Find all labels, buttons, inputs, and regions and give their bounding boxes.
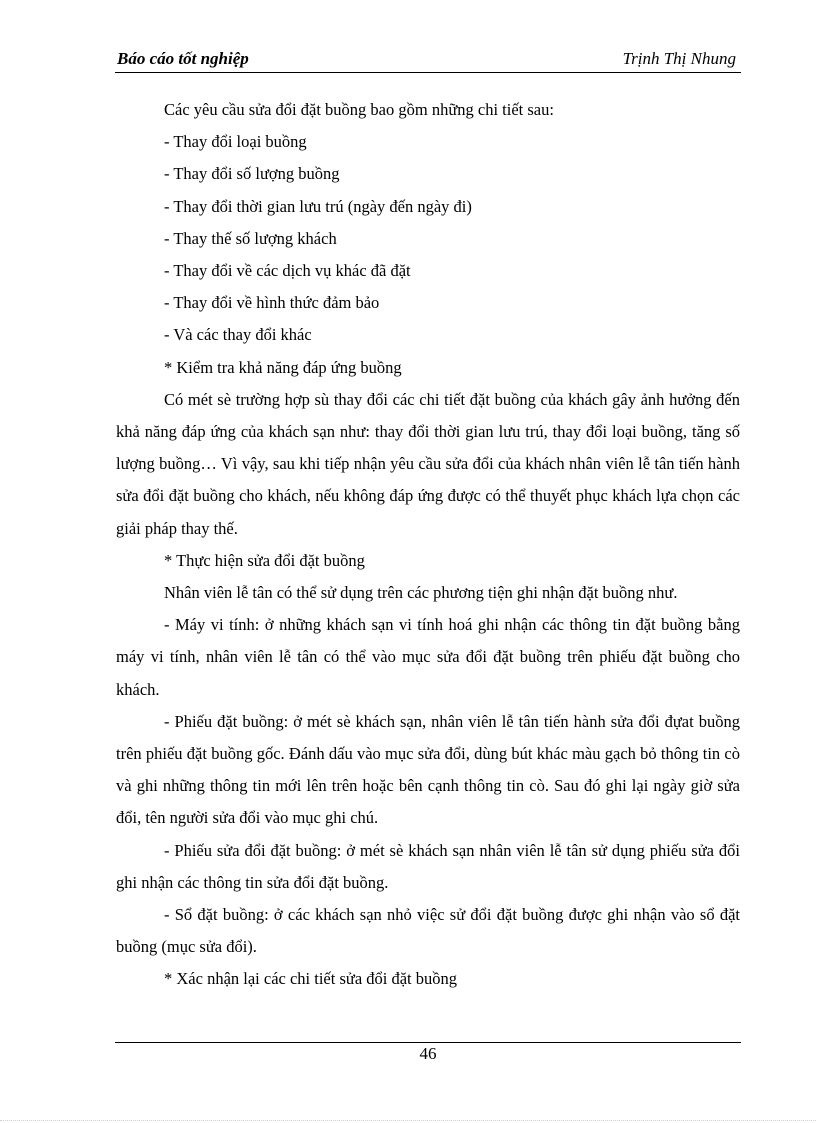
body-paragraph: - Máy vi tính: ở những khách sạn vi tính hoá ghi nhận các thông tin đặt buồng bằng máy vi tính, nhân viên lễ tân có thể vào mục sửa đổi đặt buồng trên phiếu đặt buồng cho khách. [116,615,740,699]
section-heading: * Kiểm tra khả năng đáp ứng buồng [164,357,402,377]
page-number: 46 [419,1044,437,1063]
body-paragraph: - Phiếu đặt buồng: ở mét sè khách sạn, nhân viên lễ tân tiến hành sửa đổi đựat buồng trên phiếu đặt buồng gốc. Đánh dấu vào mục sửa đổi, dùng bút khác màu gạch bỏ thông tin cò và ghi những thông tin mới lên trên hoặc bên cạnh thông tin cò. Sau đó ghi lại ngày giờ sửa đổi, tên người sửa đổi vào mục ghi chú. [116,711,740,828]
list-item: - Thay đổi về hình thức đảm bảo [164,293,380,313]
author-name: Trịnh Thị Nhung [622,49,736,68]
list-item: - Thay đổi loại buồng [164,132,307,152]
list-item: - Thay thế số lượng khách [164,228,337,248]
body-paragraph: Có mét sè trường hợp sù thay đổi các chi tiết đặt buồng của khách gây ảnh hưởng đến khả năng đáp ứng của khách sạn như: thay đổi thời gian lưu trú, thay đổi loại buồng, tăng số lượng buồng… Vì vậy, sau khi tiếp nhận yêu cầu sửa đổi của khách nhân viên lễ tân tiến hành sửa đổi đặt buồng cho khách, nếu không đáp ứng được có thể thuyết phục khách lựa chọn các giải pháp thay thế. [116,389,740,538]
body-paragraph: Nhân viên lễ tân có thể sử dụng trên các phương tiện ghi nhận đặt buồng như. [164,583,678,603]
section-heading: * Xác nhận lại các chi tiết sửa đổi đặt buồng [164,969,458,989]
footer-divider [115,1042,741,1043]
list-item: - Thay đổi thời gian lưu trú (ngày đến ngày đi) [164,196,472,216]
body-paragraph: Các yêu cầu sửa đổi đặt buồng bao gồm những chi tiết sau: [164,100,554,119]
list-item: - Thay đổi về các dịch vụ khác đã đặt [164,261,411,281]
body-paragraph: - Phiếu sửa đổi đặt buồng: ở mét sè khách sạn nhân viên lễ tân sử dụng phiếu sửa đổi ghi nhận các thông tin sửa đổi đặt buồng. [116,840,740,892]
report-title: Báo cáo tốt nghiệp [117,49,249,68]
page-boundary [0,1120,816,1121]
body-paragraph: - Sổ đặt buồng: ở các khách sạn nhỏ việc sử đổi đặt buồng được ghi nhận vào sổ đặt buồng (mục sửa đổi). [116,905,740,957]
page-header [115,46,741,73]
section-heading: * Thực hiện sửa đổi đặt buồng [164,550,365,570]
list-item: - Thay đổi số lượng buồng [164,164,340,184]
document-body [116,94,740,996]
list-item: - Và các thay đổi khác [164,325,312,345]
